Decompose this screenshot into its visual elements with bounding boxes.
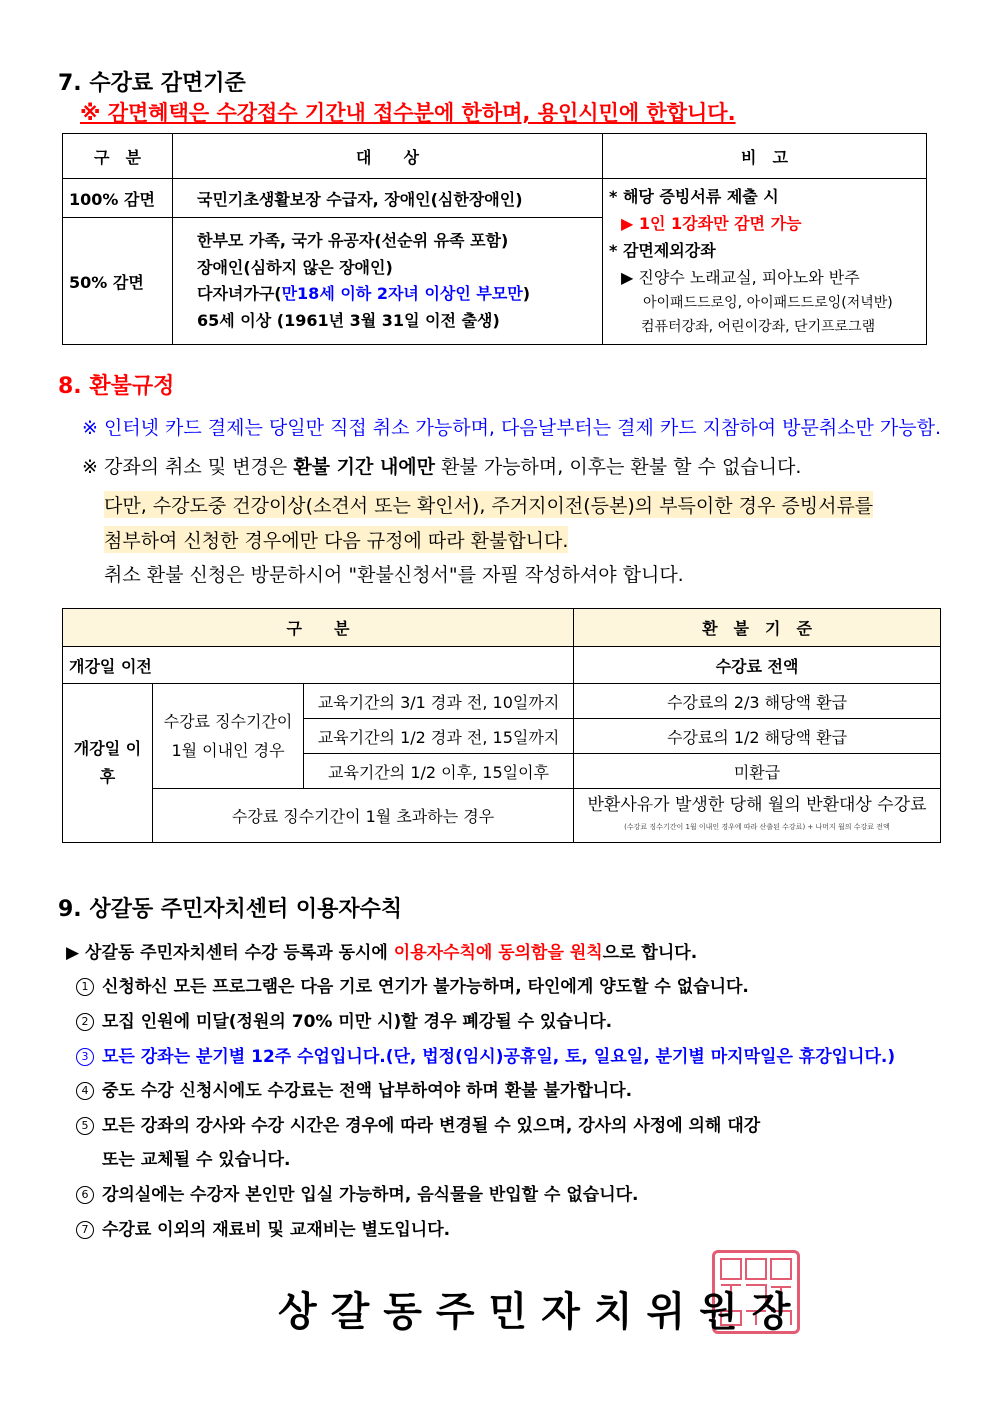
signature: 상갈동주민자치위원장 <box>278 1289 805 1335</box>
section8-line4: 취소 환불 신청은 방문하시어 "환불신청서"를 자필 작성하셔야 합니다. <box>104 564 684 586</box>
remark-2: ▶ 1인 1강좌만 감면 가능 <box>621 214 802 233</box>
rule-number: 1 <box>76 978 94 996</box>
rule-text: 수강료 이외의 재료비 및 교재비는 별도입니다. <box>102 1220 451 1240</box>
rule-text: 중도 수강 신청시에도 수강료는 전액 납부하여야 하며 환불 불가합니다. <box>102 1081 633 1101</box>
refund-header-criteria: 환 불 기 준 <box>574 609 941 647</box>
rule-number: 2 <box>76 1013 94 1031</box>
section9-intro <box>66 938 697 963</box>
intro-b: 이용자수칙에 동의함을 원칙 <box>393 943 603 963</box>
period-3: 교육기간의 1/2 이후, 15일이후 <box>304 754 574 789</box>
line1c: 환불 가능하며, 이후는 환불 할 수 없습니다. <box>435 456 802 478</box>
remark-1: * 해당 증빙서류 제출 시 <box>609 187 779 206</box>
rule-5 <box>76 1111 760 1136</box>
rule-text: 강의실에는 수강자 본인만 입실 가능하며, 음식물을 반입할 수 없습니다. <box>102 1185 639 1205</box>
over-value: 반환사유가 발생한 당해 월의 반환대상 수강료 <box>587 794 927 815</box>
rule-4 <box>76 1076 632 1101</box>
refund-header-category: 구 분 <box>63 609 574 647</box>
over-label: 수강료 징수기간이 1월 초과하는 경우 <box>153 789 574 843</box>
rule-7 <box>76 1215 450 1240</box>
line1b: 환불 기간 내에만 <box>293 456 436 478</box>
rule-text: 모든 강좌의 강사와 수강 시간은 경우에 따라 변경될 수 있으며, 강사의 사정에 의해 대강 <box>102 1116 761 1136</box>
over-value-cell <box>574 789 941 843</box>
rule-6 <box>76 1180 639 1205</box>
target-50-line3c: ) <box>522 284 531 303</box>
remark-6: 컴퓨터강좌, 어린이강좌, 단기프로그램 <box>641 319 876 335</box>
section8-title: 8. 환불규정 <box>58 374 175 399</box>
rule-number: 3 <box>76 1048 94 1066</box>
rule-2 <box>76 1007 612 1032</box>
rule-5-continued: 또는 교체될 수 있습니다. <box>102 1150 291 1170</box>
target-50-line2: 장애인(심하지 않은 장애인) <box>197 257 393 277</box>
section8-notice: ※ 인터넷 카드 결제는 당일만 직접 취소 가능하며, 다음날부터는 결제 카드 지참하여 방문취소만 가능함. <box>82 417 942 439</box>
target-50-line1: 한부모 가족, 국가 유공자(선순위 유족 포함) <box>197 231 509 250</box>
header-target: 대 상 <box>173 134 603 179</box>
rule-text: 신청하신 모든 프로그램은 다음 기로 연기가 불가능하며, 타인에게 양도할 수 없습니다. <box>102 977 749 997</box>
value-1: 수강료의 2/3 해당액 환급 <box>574 684 941 719</box>
remark-4: ▶ 진양수 노래교실, 피아노와 반주 <box>621 268 860 287</box>
value-2: 수강료의 1/2 해당액 환급 <box>574 719 941 754</box>
section7-notice: ※ 감면혜택은 수강접수 기간내 접수분에 한하며, 용인시민에 한합니다. <box>80 101 736 125</box>
rule-number: 5 <box>76 1117 94 1135</box>
within-label: 수강료 징수기간이 1월 이내인 경우 <box>153 684 304 789</box>
rule-number: 4 <box>76 1082 94 1100</box>
rule-3 <box>76 1042 895 1067</box>
discount-table <box>62 133 927 345</box>
target-50-line3 <box>197 281 596 308</box>
header-remarks: 비 고 <box>603 134 927 179</box>
category-50: 50% 감면 <box>63 218 173 345</box>
period-1: 교육기간의 3/1 경과 전, 10일까지 <box>304 684 574 719</box>
rule-text: 모집 인원에 미달(정원의 70% 미만 시)할 경우 폐강될 수 있습니다. <box>102 1012 613 1032</box>
section9-title: 9. 상갈동 주민자치센터 이용자수칙 <box>58 897 403 922</box>
target-50-line3a: 다자녀가구( <box>197 284 282 303</box>
period-2: 교육기간의 1/2 경과 전, 15일까지 <box>304 719 574 754</box>
rule-number: 7 <box>76 1221 94 1239</box>
category-100: 100% 감면 <box>63 179 173 218</box>
after-label: 개강일 이후 <box>63 684 153 843</box>
remark-3: * 감면제외강좌 <box>609 241 716 260</box>
over-note: (수강료 징수기간이 1월 이내인 경우에 따라 산출된 수강료) + 나머지 월의 수강료 전액 <box>624 822 890 831</box>
before-value: 수강료 전액 <box>574 647 941 684</box>
line1a: ※ 강좌의 취소 및 변경은 <box>82 456 294 478</box>
refund-table <box>62 608 941 843</box>
rule-1 <box>76 972 749 997</box>
target-100: 국민기초생활보장 수급자, 장애인(심한장애인) <box>173 179 603 218</box>
remarks-cell <box>603 179 927 345</box>
intro-a: ▶ 상갈동 주민자치센터 수강 등록과 동시에 <box>66 943 394 963</box>
rule-number: 6 <box>76 1186 94 1204</box>
section7-title: 7. 수강료 감면기준 <box>58 71 246 96</box>
section8-line1 <box>82 452 801 479</box>
intro-c: 으로 합니다. <box>602 943 698 963</box>
target-50-line3b: 만18세 이하 2자녀 이상인 부모만 <box>281 284 523 303</box>
before-label: 개강일 이전 <box>63 647 574 684</box>
remark-5: 아이패드드로잉, 아이패드드로잉(저녁반) <box>643 295 893 311</box>
section8-line2: 다만, 수강도중 건강이상(소견서 또는 확인서), 주거지이전(등본)의 부득이한 경우 증빙서류를 <box>104 491 873 518</box>
header-category: 구 분 <box>63 134 173 179</box>
section8-line3: 첨부하여 신청한 경우에만 다음 규정에 따라 환불합니다. <box>104 526 568 553</box>
value-3: 미환급 <box>574 754 941 789</box>
rule-text: 모든 강좌는 분기별 12주 수업입니다.(단, 법정(임시)공휴일, 토, 일요일, 분기별 마지막일은 휴강입니다.) <box>102 1047 896 1067</box>
target-50 <box>173 218 603 345</box>
target-50-line4: 65세 이상 (1961년 3월 31일 이전 출생) <box>197 310 500 330</box>
